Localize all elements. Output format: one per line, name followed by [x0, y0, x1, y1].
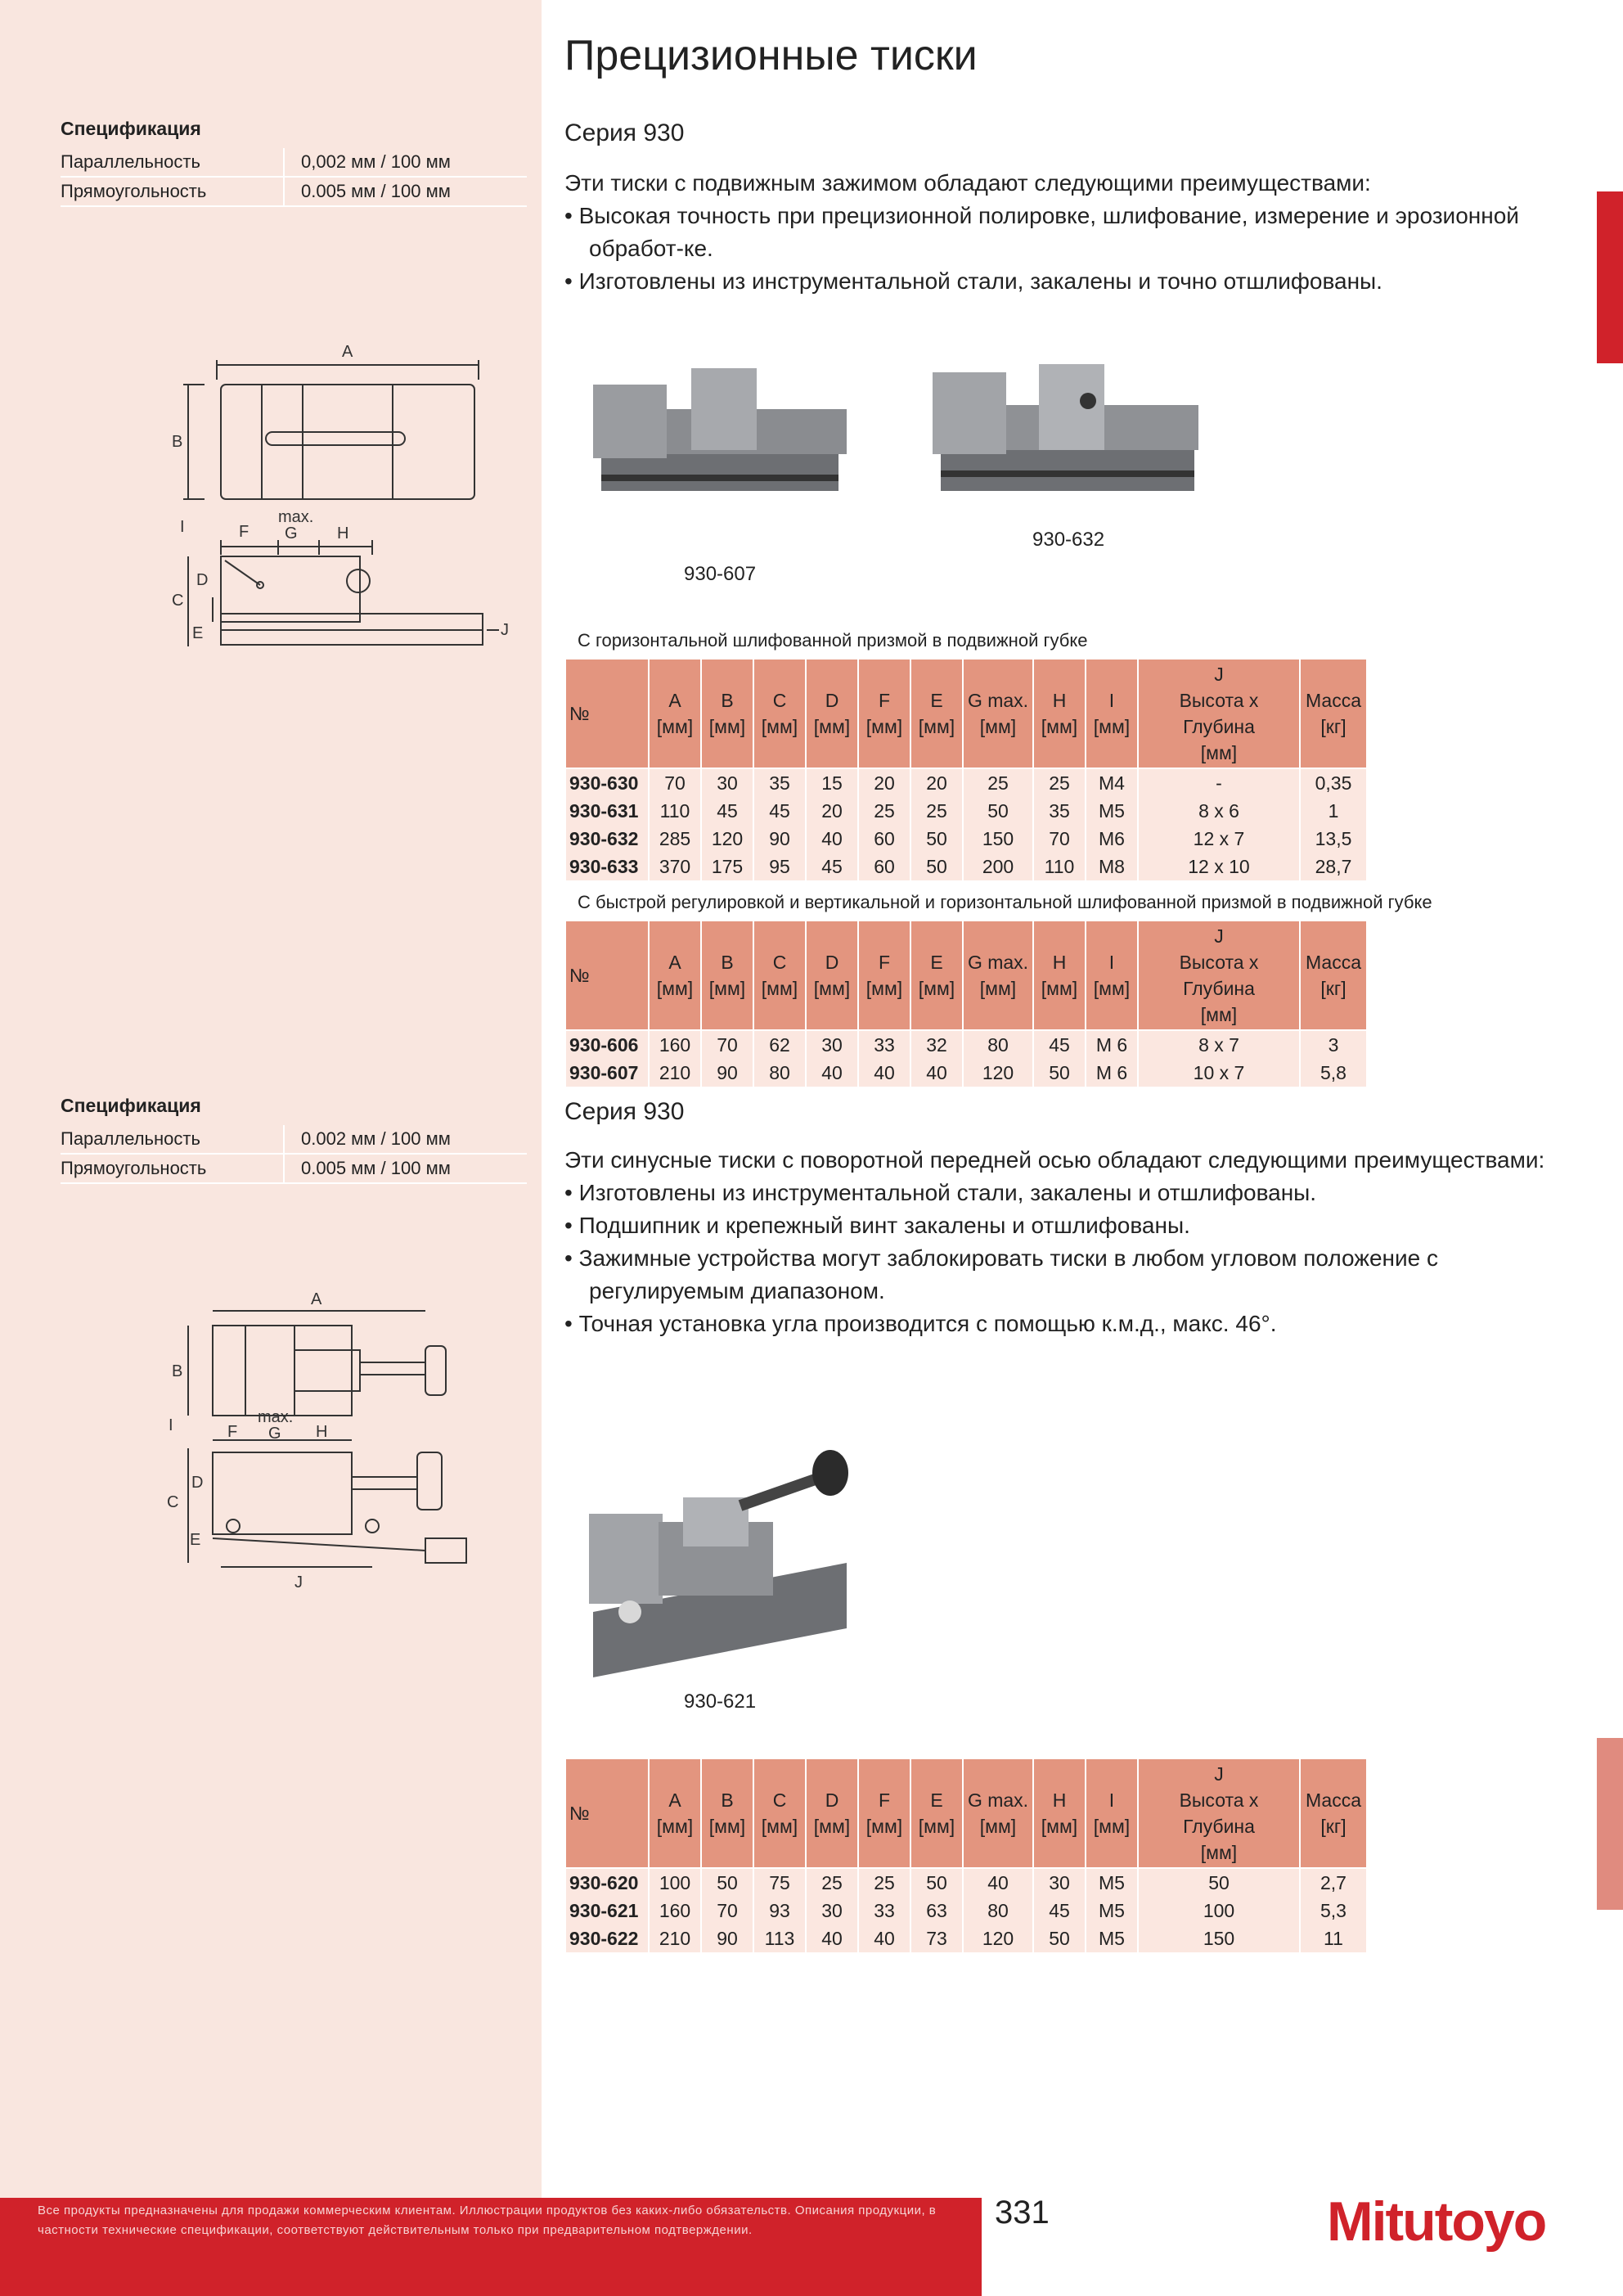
- spec-block-1: [61, 118, 527, 207]
- table-cell: 20: [910, 768, 963, 797]
- table-cell: 45: [806, 853, 858, 880]
- dim-label-g: G: [268, 1425, 281, 1443]
- table-cell: 40: [963, 1868, 1033, 1897]
- table-cell: M4: [1086, 768, 1138, 797]
- table-cell: 110: [1033, 853, 1086, 880]
- table-cell: M5: [1086, 1925, 1138, 1952]
- table-row: [565, 853, 1367, 880]
- col-header: C [мм]: [753, 1758, 806, 1868]
- table-cell: 0,35: [1300, 768, 1367, 797]
- article-number-cell: 930-630: [565, 768, 649, 797]
- image-caption: 930-607: [684, 563, 757, 585]
- col-header: Масса [кг]: [1300, 921, 1367, 1030]
- dim-label-max: max.: [258, 1408, 294, 1426]
- feature-bullet: • Изготовлены из инструментальной стали, закалены и отшлифованы.: [564, 1177, 1587, 1209]
- table-cell: 110: [649, 797, 701, 825]
- series-heading-2: Серия 930: [564, 1098, 685, 1125]
- table-cell: 45: [701, 797, 753, 825]
- col-header: G max. [мм]: [963, 921, 1033, 1030]
- section-1-text: [564, 167, 1587, 298]
- table-cell: 70: [701, 1897, 753, 1925]
- table-row: [565, 797, 1367, 825]
- table-cell: 5,8: [1300, 1059, 1367, 1087]
- table-cell: 62: [753, 1030, 806, 1059]
- spec-row: Прямоугольность 0.005 мм / 100 мм: [61, 178, 527, 207]
- table-cell: 3: [1300, 1030, 1367, 1059]
- table-cell: 25: [963, 768, 1033, 797]
- table-cell: 73: [910, 1925, 963, 1952]
- image-caption: 930-632: [1032, 529, 1105, 551]
- product-image-930-621: [577, 1440, 871, 1686]
- dim-label-h: H: [316, 1423, 328, 1441]
- table-cell: 120: [963, 1059, 1033, 1087]
- spec-row: Прямоугольность 0.005 мм / 100 мм: [61, 1155, 527, 1184]
- dim-label-i: I: [169, 1416, 173, 1434]
- col-header: Масса [кг]: [1300, 1758, 1367, 1868]
- table-cell: 160: [649, 1030, 701, 1059]
- table-cell: 30: [1033, 1868, 1086, 1897]
- table-cell: M 6: [1086, 1030, 1138, 1059]
- dim-label-b: B: [172, 1362, 183, 1380]
- table-cell: 25: [858, 1868, 910, 1897]
- article-number-cell: 930-633: [565, 853, 649, 880]
- table-cell: 25: [910, 797, 963, 825]
- image-caption: 930-621: [684, 1690, 757, 1713]
- table-cell: 80: [963, 1030, 1033, 1059]
- table-cell: 25: [806, 1868, 858, 1897]
- table-cell: 12 x 7: [1138, 825, 1300, 853]
- dim-label-c: C: [172, 592, 184, 610]
- col-header: B [мм]: [701, 659, 753, 768]
- brand-logo: Mitutoyo: [1327, 2190, 1546, 2253]
- table-cell: 70: [1033, 825, 1086, 853]
- table-cell: 80: [963, 1897, 1033, 1925]
- dim-label-a: A: [342, 343, 353, 361]
- col-header: C [мм]: [753, 659, 806, 768]
- table-cell: 75: [753, 1868, 806, 1897]
- page-number: 331: [995, 2195, 1050, 2231]
- dim-label-a: A: [311, 1290, 322, 1308]
- table-cell: 50: [1138, 1868, 1300, 1897]
- table-cell: 90: [753, 825, 806, 853]
- table-cell: 80: [753, 1059, 806, 1087]
- table-cell: 93: [753, 1897, 806, 1925]
- table-cell: 50: [910, 825, 963, 853]
- table-cell: 13,5: [1300, 825, 1367, 853]
- dim-label-e: E: [190, 1531, 201, 1549]
- series-heading-1: Серия 930: [564, 119, 685, 146]
- spec-block-2: [61, 1095, 527, 1184]
- table-cell: -: [1138, 768, 1300, 797]
- col-header: D [мм]: [806, 1758, 858, 1868]
- table-cell: 50: [910, 853, 963, 880]
- table-cell: 40: [858, 1925, 910, 1952]
- col-header: Масса [кг]: [1300, 659, 1367, 768]
- table-cell: 95: [753, 853, 806, 880]
- table-cell: 28,7: [1300, 853, 1367, 880]
- table-cell: 33: [858, 1030, 910, 1059]
- table-cell: 120: [701, 825, 753, 853]
- col-header: I [мм]: [1086, 921, 1138, 1030]
- table-cell: 30: [806, 1897, 858, 1925]
- col-header: E [мм]: [910, 1758, 963, 1868]
- table-caption: С быстрой регулировкой и вертикальной и горизонтальной шлифованной призмой в подвижной губке: [578, 892, 1432, 912]
- table-cell: 15: [806, 768, 858, 797]
- table-cell: M8: [1086, 853, 1138, 880]
- table-cell: 10 x 7: [1138, 1059, 1300, 1087]
- vise-drawing-1: [155, 335, 524, 663]
- table-caption: С горизонтальной шлифованной призмой в подвижной губке: [578, 630, 1088, 651]
- col-header: D [мм]: [806, 659, 858, 768]
- spec-table-3: [564, 1758, 1368, 1952]
- dim-label-i: I: [180, 518, 185, 536]
- table-cell: 45: [753, 797, 806, 825]
- section-intro: Эти синусные тиски с поворотной передней осью обладают следующими преимуществами:: [564, 1147, 1545, 1173]
- col-header: B [мм]: [701, 1758, 753, 1868]
- col-header: A [мм]: [649, 1758, 701, 1868]
- table-cell: 210: [649, 1925, 701, 1952]
- spec-table-1: [564, 658, 1368, 880]
- dim-label-b: B: [172, 433, 183, 451]
- col-header: №: [565, 1758, 649, 1868]
- section-tab-marker: [1597, 191, 1623, 363]
- article-number-cell: 930-606: [565, 1030, 649, 1059]
- dim-label-j: J: [501, 621, 509, 639]
- spec-row: Параллельность 0.002 мм / 100 мм: [61, 1125, 527, 1155]
- table-cell: 100: [1138, 1897, 1300, 1925]
- col-header: F [мм]: [858, 1758, 910, 1868]
- table-cell: 11: [1300, 1925, 1367, 1952]
- table-cell: 90: [701, 1925, 753, 1952]
- table-cell: 70: [649, 768, 701, 797]
- col-header: A [мм]: [649, 921, 701, 1030]
- footer-disclaimer: Все продукты предназначены для продажи коммерческим клиентам. Иллюстрации продуктов без каких-либо обязательств. Описания продукции, в частности технические спецификации, соответствуют действительным только при предварительном подтверждении.: [38, 2204, 937, 2237]
- col-header: №: [565, 659, 649, 768]
- col-header: H [мм]: [1033, 659, 1086, 768]
- table-cell: 20: [806, 797, 858, 825]
- table-cell: 35: [753, 768, 806, 797]
- col-header: C [мм]: [753, 921, 806, 1030]
- table-cell: 20: [858, 768, 910, 797]
- article-number-cell: 930-607: [565, 1059, 649, 1087]
- feature-bullet: • Высокая точность при прецизионной полировке, шлифование, измерение и эрозионной обработ-ке.: [564, 200, 1587, 265]
- table-cell: 285: [649, 825, 701, 853]
- feature-bullet: • Зажимные устройства могут заблокировать тиски в любом угловом положение с регулируемым диапазоном.: [564, 1242, 1587, 1308]
- dim-label-g: G: [285, 524, 298, 542]
- table-cell: 113: [753, 1925, 806, 1952]
- table-cell: 25: [858, 797, 910, 825]
- table-cell: 63: [910, 1897, 963, 1925]
- table-row: [565, 1059, 1367, 1087]
- article-number-cell: 930-622: [565, 1925, 649, 1952]
- table-cell: 150: [963, 825, 1033, 853]
- table-cell: 30: [806, 1030, 858, 1059]
- table-cell: 5,3: [1300, 1897, 1367, 1925]
- table-cell: 32: [910, 1030, 963, 1059]
- table-row: [565, 825, 1367, 853]
- table-cell: 50: [1033, 1059, 1086, 1087]
- col-header: E [мм]: [910, 659, 963, 768]
- table-cell: 25: [1033, 768, 1086, 797]
- table-cell: 70: [701, 1030, 753, 1059]
- page-title: Прецизионные тиски: [564, 32, 978, 79]
- col-header: B [мм]: [701, 921, 753, 1030]
- table-cell: 50: [910, 1868, 963, 1897]
- table-cell: 120: [963, 1925, 1033, 1952]
- spec-title: Спецификация: [61, 118, 201, 139]
- product-image-930-607: [577, 352, 855, 515]
- table-row: [565, 1030, 1367, 1059]
- table-cell: M6: [1086, 825, 1138, 853]
- table-cell: 1: [1300, 797, 1367, 825]
- table-cell: 2,7: [1300, 1868, 1367, 1897]
- table-cell: 60: [858, 825, 910, 853]
- table-cell: 200: [963, 853, 1033, 880]
- table-cell: 50: [1033, 1925, 1086, 1952]
- col-header: №: [565, 921, 649, 1030]
- dim-label-f: F: [239, 523, 250, 541]
- table-cell: 12 x 10: [1138, 853, 1300, 880]
- table-cell: 370: [649, 853, 701, 880]
- feature-bullet: • Подшипник и крепежный винт закалены и отшлифованы.: [564, 1209, 1587, 1242]
- section-2-text: [564, 1144, 1587, 1340]
- col-header: I [мм]: [1086, 659, 1138, 768]
- table-cell: 8 x 7: [1138, 1030, 1300, 1059]
- table-cell: 40: [806, 1059, 858, 1087]
- dim-label-c: C: [167, 1493, 179, 1511]
- table-cell: 40: [910, 1059, 963, 1087]
- dim-label-f: F: [227, 1423, 238, 1441]
- dim-label-e: E: [192, 624, 204, 642]
- table-cell: 175: [701, 853, 753, 880]
- dim-label-max: max.: [278, 508, 314, 526]
- col-header: H [мм]: [1033, 1758, 1086, 1868]
- col-header: F [мм]: [858, 659, 910, 768]
- table-cell: 45: [1033, 1030, 1086, 1059]
- table-cell: 40: [806, 1925, 858, 1952]
- table-cell: 210: [649, 1059, 701, 1087]
- table-row: [565, 768, 1367, 797]
- section-tab-marker-secondary: [1597, 1738, 1623, 1910]
- article-number-cell: 930-632: [565, 825, 649, 853]
- col-header: G max. [мм]: [963, 1758, 1033, 1868]
- table-cell: M 6: [1086, 1059, 1138, 1087]
- table-cell: 50: [701, 1868, 753, 1897]
- col-header: H [мм]: [1033, 921, 1086, 1030]
- table-row: [565, 1925, 1367, 1952]
- col-header: J Высота х Глубина [мм]: [1138, 659, 1300, 768]
- dim-label-j: J: [294, 1573, 303, 1591]
- table-cell: M5: [1086, 797, 1138, 825]
- article-number-cell: 930-620: [565, 1868, 649, 1897]
- table-cell: 100: [649, 1868, 701, 1897]
- table-cell: 8 x 6: [1138, 797, 1300, 825]
- dim-label-d: D: [191, 1474, 204, 1492]
- col-header: I [мм]: [1086, 1758, 1138, 1868]
- col-header: E [мм]: [910, 921, 963, 1030]
- dim-label-d: D: [196, 571, 209, 589]
- col-header: A [мм]: [649, 659, 701, 768]
- table-cell: 40: [858, 1059, 910, 1087]
- table-cell: 45: [1033, 1897, 1086, 1925]
- table-cell: M5: [1086, 1897, 1138, 1925]
- col-header: J Высота х Глубина [мм]: [1138, 921, 1300, 1030]
- table-cell: 40: [806, 825, 858, 853]
- table-cell: 30: [701, 768, 753, 797]
- table-cell: 33: [858, 1897, 910, 1925]
- table-cell: 50: [963, 797, 1033, 825]
- col-header: J Высота х Глубина [мм]: [1138, 1758, 1300, 1868]
- feature-bullet: • Изготовлены из инструментальной стали, закалены и точно отшлифованы.: [564, 265, 1587, 298]
- col-header: G max. [мм]: [963, 659, 1033, 768]
- product-image-930-632: [924, 348, 1211, 511]
- article-number-cell: 930-631: [565, 797, 649, 825]
- table-cell: 35: [1033, 797, 1086, 825]
- spec-table-2: [564, 920, 1368, 1087]
- table-row: [565, 1868, 1367, 1897]
- table-cell: 150: [1138, 1925, 1300, 1952]
- col-header: F [мм]: [858, 921, 910, 1030]
- table-row: [565, 1897, 1367, 1925]
- spec-row: Параллельность 0,002 мм / 100 мм: [61, 148, 527, 178]
- vise-drawing-2: [155, 1285, 524, 1596]
- table-cell: 60: [858, 853, 910, 880]
- table-cell: 160: [649, 1897, 701, 1925]
- feature-bullet: • Точная установка угла производится с помощью к.м.д., макс. 46°.: [564, 1308, 1587, 1340]
- spec-title: Спецификация: [61, 1095, 201, 1116]
- section-intro: Эти тиски с подвижным зажимом обладают следующими преимуществами:: [564, 170, 1371, 196]
- col-header: D [мм]: [806, 921, 858, 1030]
- table-cell: 90: [701, 1059, 753, 1087]
- table-cell: M5: [1086, 1868, 1138, 1897]
- dim-label-h: H: [337, 524, 349, 542]
- article-number-cell: 930-621: [565, 1897, 649, 1925]
